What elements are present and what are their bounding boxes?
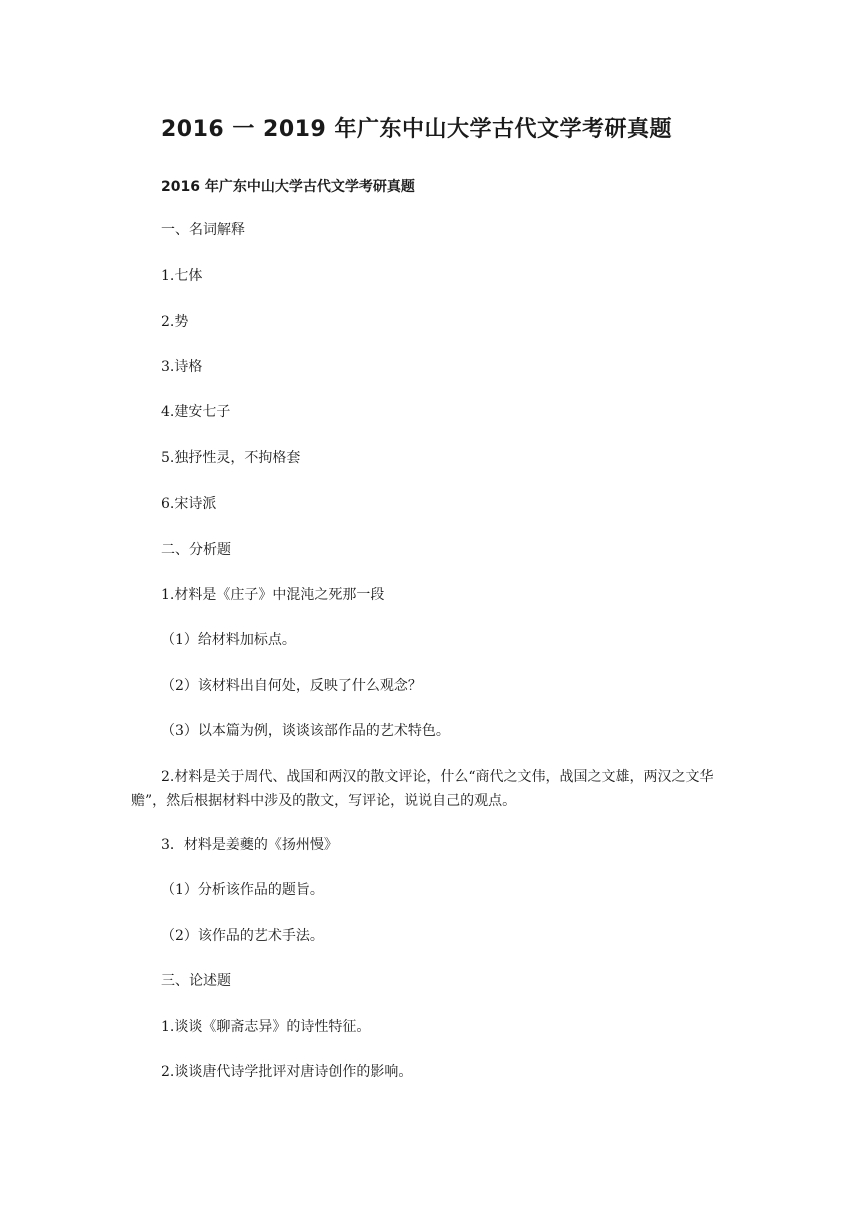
analysis-subquestion: （3）以本篇为例，谈谈该部作品的艺术特色。 xyxy=(161,723,450,739)
analysis-subquestion: （2）该作品的艺术手法。 xyxy=(161,928,324,944)
document-title: 2016 一 2019 年广东中山大学古代文学考研真题 xyxy=(161,117,672,142)
exam-year-heading: 2016 年广东中山大学古代文学考研真题 xyxy=(161,179,415,195)
term-item: 2.势 xyxy=(161,314,189,330)
term-item: 4.建安七子 xyxy=(161,404,231,420)
section-heading-analysis: 二、分析题 xyxy=(161,542,231,558)
essay-question: 2.谈谈唐代诗学批评对唐诗创作的影响。 xyxy=(161,1064,413,1080)
analysis-subquestion: （1）分析该作品的题旨。 xyxy=(161,882,324,898)
analysis-question: 3．材料是姜夔的《扬州慢》 xyxy=(161,837,338,853)
analysis-subquestion: （1）给材料加标点。 xyxy=(161,632,296,648)
term-item: 3.诗格 xyxy=(161,359,203,375)
analysis-question: 2.材料是关于周代、战国和两汉的散文评论，什么“商代之文伟，战国之文雄，两汉之文华赡”，然后根据材料中涉及的散文，写评论，说说自己的观点。 xyxy=(131,769,714,809)
term-item: 6.宋诗派 xyxy=(161,496,217,512)
essay-question: 1.谈谈《聊斋志异》的诗性特征。 xyxy=(161,1019,371,1035)
term-item: 1.七体 xyxy=(161,268,203,284)
analysis-subquestion: （2）该材料出自何处，反映了什么观念？ xyxy=(161,678,422,694)
section-heading-terms: 一、名词解释 xyxy=(161,222,245,238)
term-item: 5.独抒性灵，不拘格套 xyxy=(161,450,301,466)
section-heading-essay: 三、论述题 xyxy=(161,973,231,989)
analysis-question: 1.材料是《庄子》中混沌之死那一段 xyxy=(161,587,385,603)
